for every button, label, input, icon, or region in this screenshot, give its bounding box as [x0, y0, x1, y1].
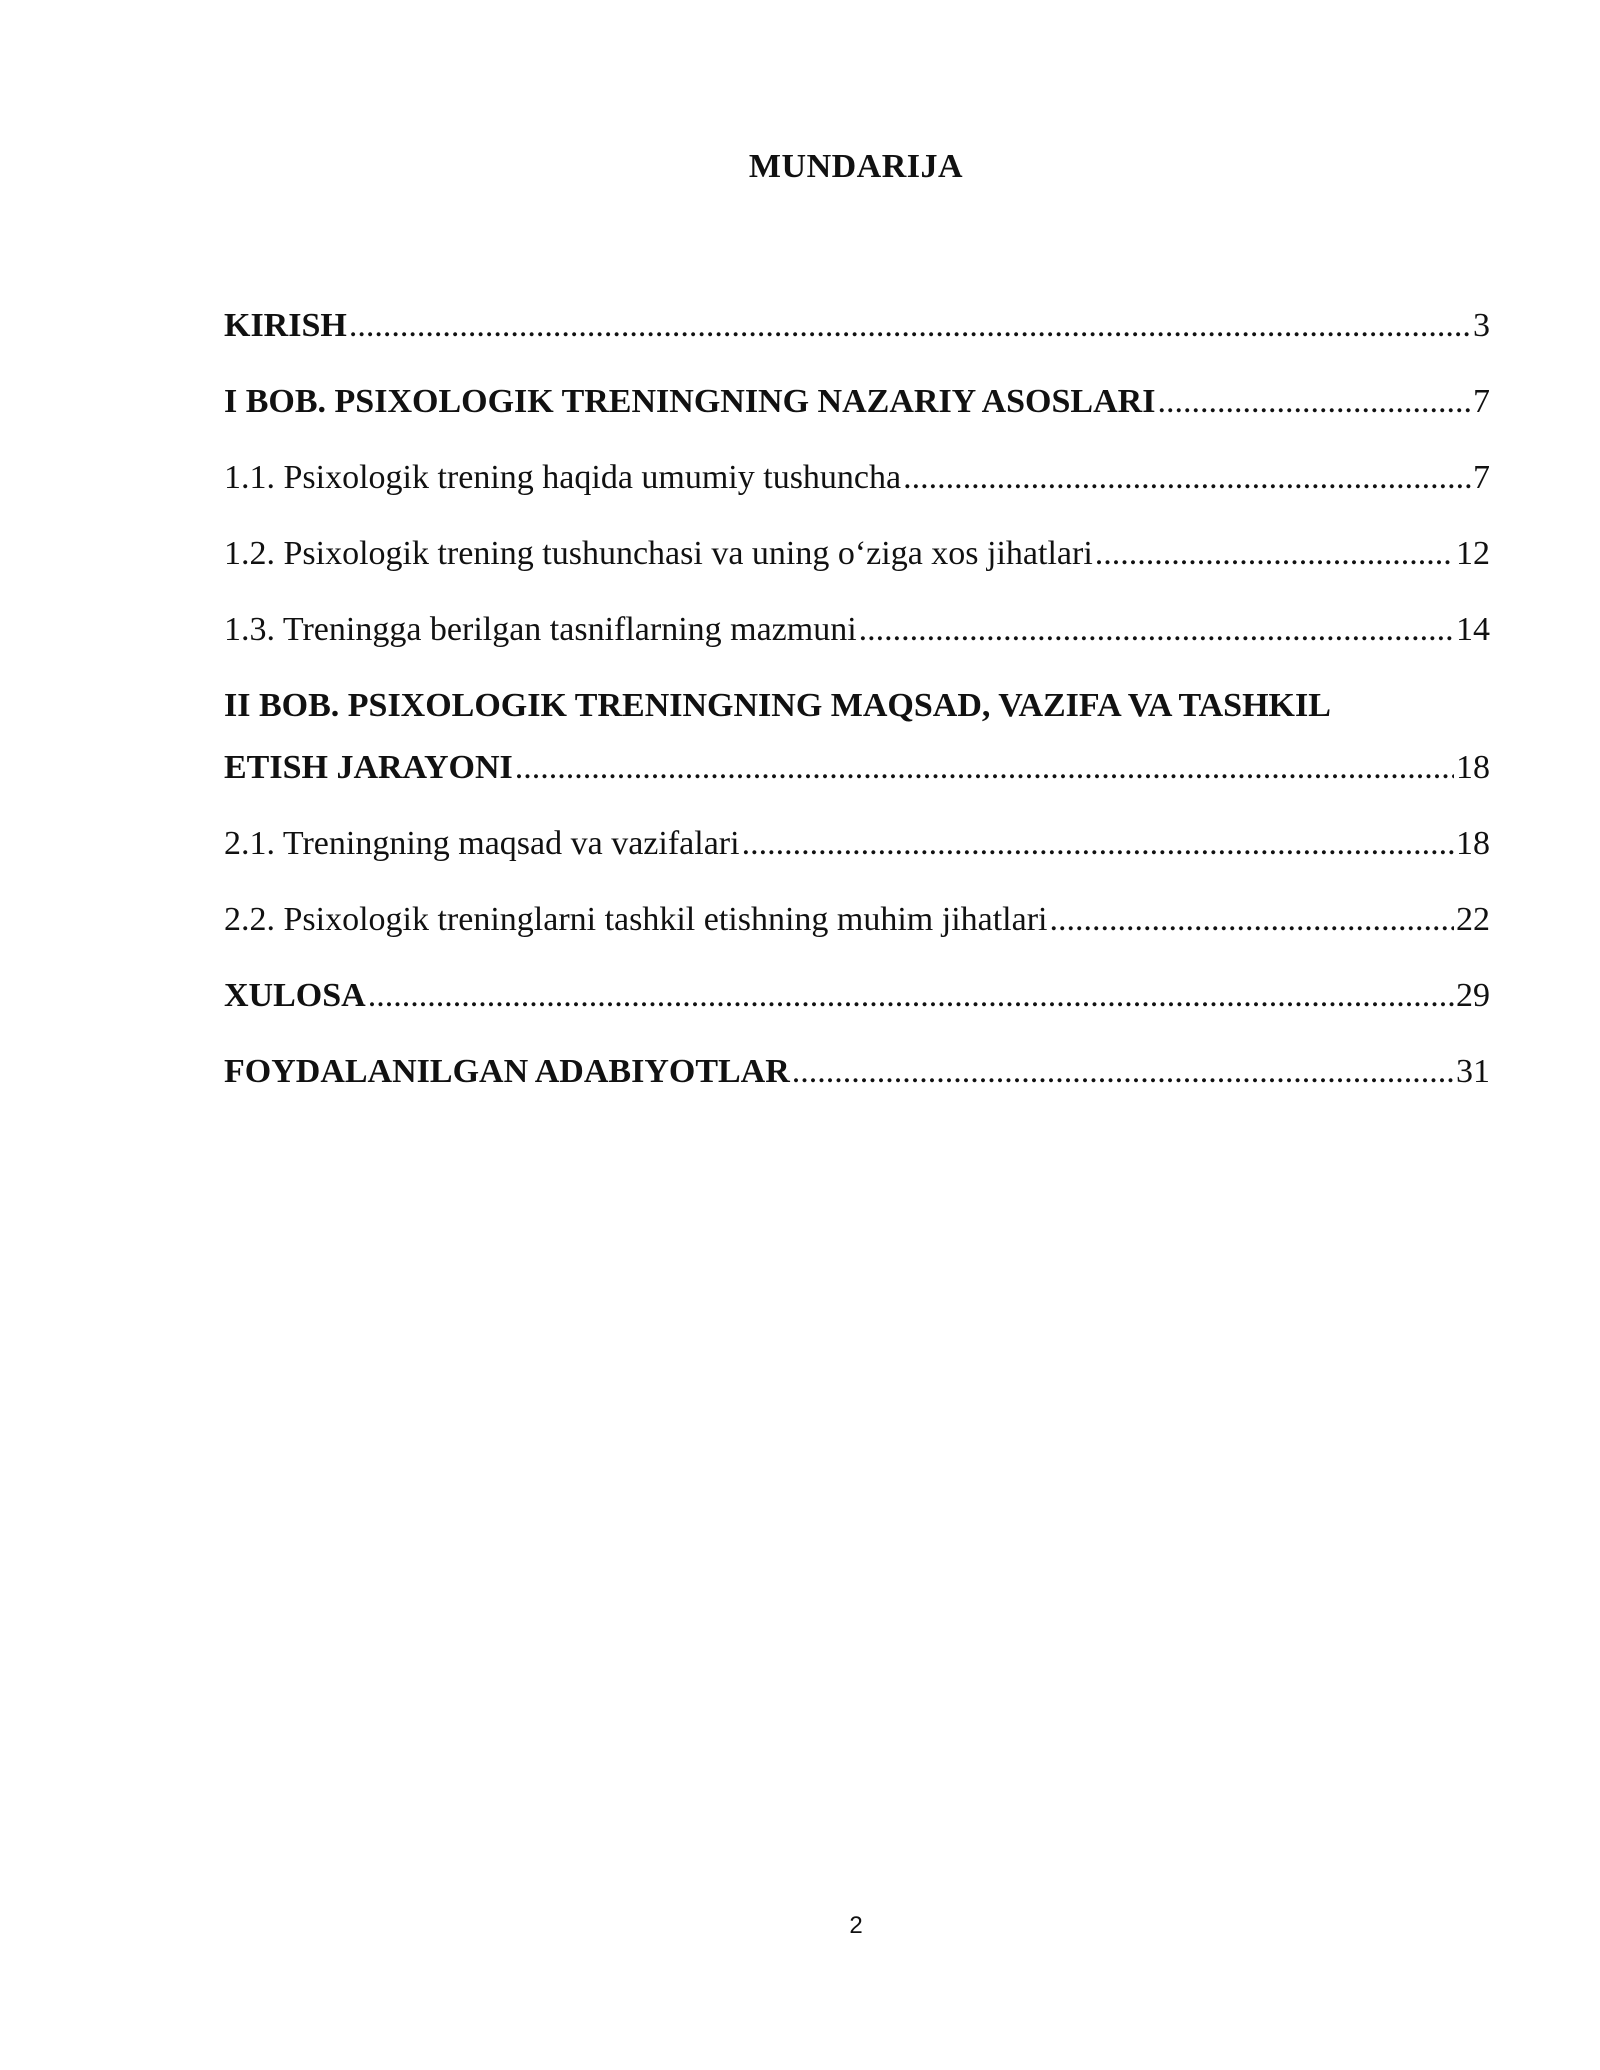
toc-entry-title-line-1: II BOB. PSIXOLOGIK TRENINGNING MAQSAD, VAZIFA VA TASHKIL: [224, 687, 1331, 724]
toc-entry-title: I BOB. PSIXOLOGIK TRENINGNING NAZARIY ASOSLARI: [224, 383, 1156, 420]
toc-entry-title: 2.1. Treningning maqsad va vazifalari: [224, 825, 740, 862]
toc-entry-section-1-1[interactable]: [224, 456, 1490, 500]
toc-page-number: 22: [1456, 901, 1490, 938]
toc-entry-title: 2.2. Psixologik treninglarni tashkil etishning muhim jihatlari: [224, 901, 1048, 938]
toc-page-number: 7: [1473, 383, 1490, 420]
toc-leader-dots: [1050, 898, 1455, 942]
toc-page-number: 31: [1456, 1053, 1490, 1090]
toc-leader-dots: [859, 608, 1454, 652]
toc-entry-chapter-1[interactable]: [224, 380, 1490, 424]
toc-entry-chapter-2[interactable]: [224, 684, 1490, 790]
toc-leader-dots: [515, 746, 1454, 790]
toc-entry-title-line-2: ETISH JARAYONI: [224, 749, 513, 786]
toc-entry-section-1-2[interactable]: [224, 532, 1490, 576]
toc-entry-title: KIRISH: [224, 307, 347, 344]
toc-entry-title: 1.1. Psixologik trening haqida umumiy tushuncha: [224, 459, 902, 496]
toc-entry-xulosa[interactable]: [224, 974, 1490, 1018]
toc-page-number: 3: [1473, 307, 1490, 344]
toc-page-number: 29: [1456, 977, 1490, 1014]
toc-page-number: 14: [1456, 611, 1490, 648]
toc-leader-dots: [742, 822, 1454, 866]
toc-page-number: 7: [1473, 459, 1490, 496]
toc-leader-dots: [903, 456, 1471, 500]
toc-page-number: 12: [1456, 535, 1490, 572]
toc-entry-section-1-3[interactable]: [224, 608, 1490, 652]
toc-entry-section-2-1[interactable]: [224, 822, 1490, 866]
toc-leader-dots: [1095, 532, 1454, 576]
toc-entry-adabiyotlar[interactable]: [224, 1050, 1490, 1094]
toc-leader-dots: [792, 1050, 1454, 1094]
toc-leader-dots: [368, 974, 1454, 1018]
toc-entry-kirish[interactable]: [224, 304, 1490, 348]
page-title: MUNDARIJA: [748, 148, 964, 185]
toc-entry-title: XULOSA: [224, 977, 366, 1014]
toc-page-number: 18: [1456, 749, 1490, 786]
toc-entry-title: 1.3. Treningga berilgan tasniflarning mazmuni: [224, 611, 857, 648]
toc-entry-title: FOYDALANILGAN ADABIYOTLAR: [224, 1053, 790, 1090]
toc-page-number: 18: [1456, 825, 1490, 862]
page-number: 2: [849, 1912, 863, 1939]
toc-leader-dots: [349, 304, 1471, 348]
toc-entry-title: 1.2. Psixologik trening tushunchasi va uning o‘ziga xos jihatlari: [224, 535, 1093, 572]
toc-leader-dots: [1157, 380, 1471, 424]
toc-entry-section-2-2[interactable]: [224, 898, 1490, 942]
